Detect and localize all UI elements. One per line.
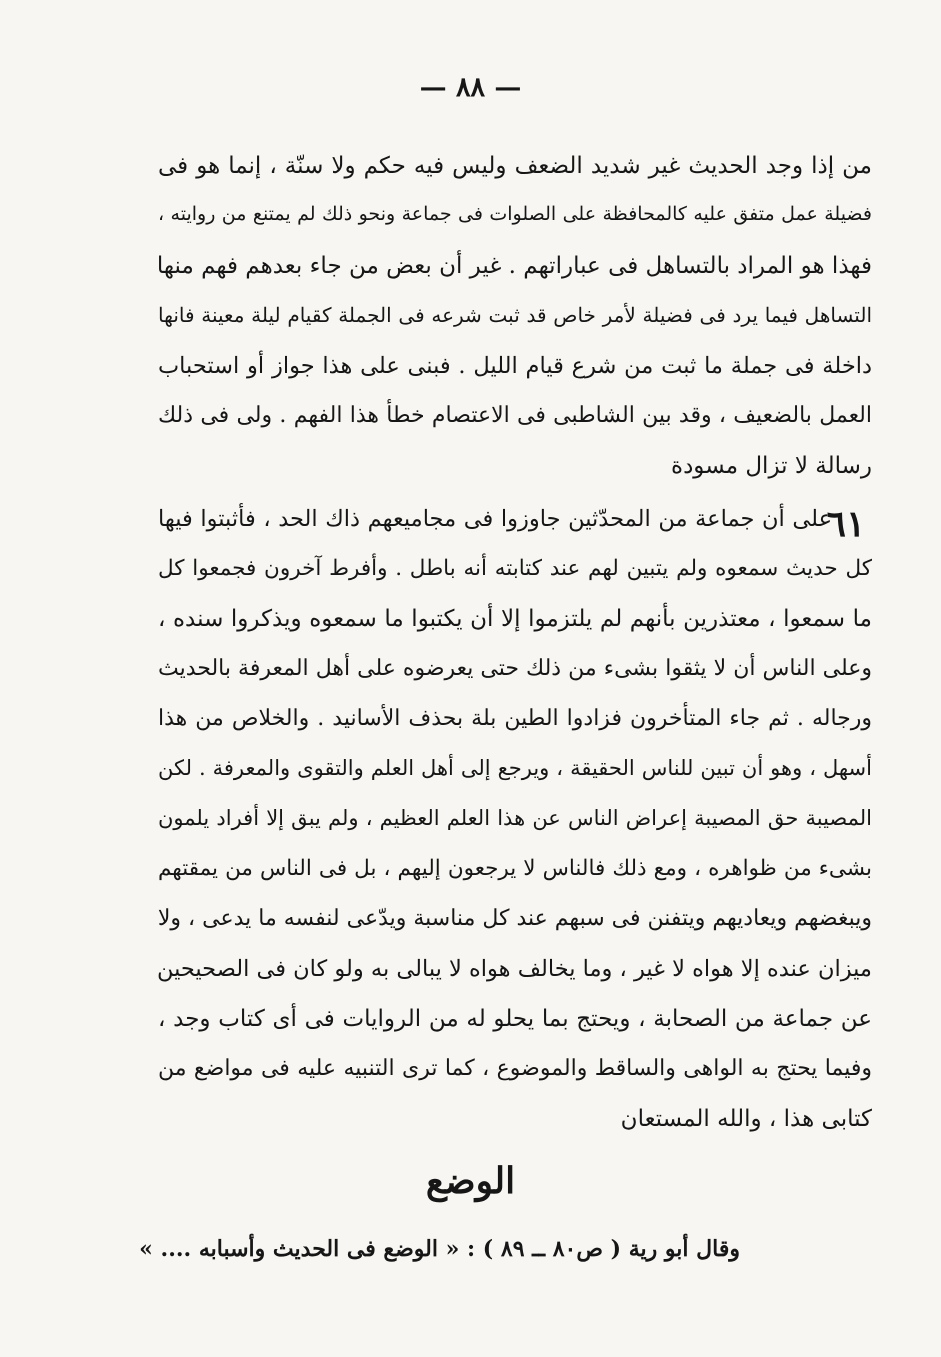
quote-line: وقال أبو رية ( ص٨٠ ــ ٨٩ ) : « الوضع فى الحديث وأسبابه .... » [139,1236,740,1262]
text-line: داخلة فى جملة ما ثبت من شرع قيام الليل . فبنى على هذا جواز أو استحباب [158,353,872,379]
text-line: التساهل فيما يرد فى فضيلة لأمر خاص قد ثبت شرعه فى الجملة كقيام ليلة معينة فانها [158,303,872,327]
text-line: بشىء من ظواهره ، ومع ذلك فالناس لا يرجعون إليهم ، بل فى الناس من يمقتهم [158,856,872,881]
text-line: أسهل ، وهو أن تبين للناس الحقيقة ، ويرجع إلى أهل العلم والتقوى والمعرفة . لكن [158,756,872,780]
text-line: فضيلة عمل متفق عليه كالمحافظة على الصلوات فى جماعة ونحو ذلك لم يمتنع من روايته ، [158,203,872,225]
text-line: وفيما يحتج به الواهى والساقط والموضوع ، كما ترى التنبيه عليه فى مواضع من [158,1056,873,1081]
text-line: ويبغضهم ويعاديهم ويتفنن فى سبهم عند كل مناسبة ويدّعى لنفسه ما يدعى ، ولا [157,906,872,931]
text-line: ميزان عنده إلا هواه لا غير ، وما يخالف هواه لا يبالى به ولو كان فى الصحيحين [156,956,872,982]
text-line: ورجاله . ثم جاء المتأخرون فزادوا الطين بلة بحذف الأسانيد . والخلاص من هذا [158,706,872,731]
marginal-number: ٦١ [826,503,866,545]
text-line: على أن جماعة من المحدّثين جاوزوا فى مجاميعهم ذاك الحد ، فأثبتوا فيها [158,506,832,532]
text-line: فهذا هو المراد بالتساهل فى عباراتهم . غير أن بعض من جاء بعدهم فهم منها [156,253,872,279]
text-line: عن جماعة من الصحابة ، ويحتج بما يحلو له من الروايات فى أى كتاب وجد ، [158,1006,872,1032]
text-line: من إذا وجد الحديث غير شديد الضعف وليس فيه حكم ولا سنّة ، إنما هو فى [158,153,872,179]
text-line: رسالة لا تزال مسودة [671,453,872,479]
text-line: المصيبة حق المصيبة إعراض الناس عن هذا العلم العظيم ، ولم يبق إلا أفراد يلمون [158,806,872,830]
text-line: كتابى هذا ، والله المستعان [620,1106,872,1132]
text-line: كل حديث سمعوه ولم يتبين لهم عند كتابته أنه باطل . وأفرط آخرون فجمعوا كل [158,556,872,581]
section-heading: الوضع [425,1160,516,1202]
page-number: — ٨٨ — [419,72,522,103]
text-line: ما سمعوا ، معتذرين بأنهم لم يلتزموا إلا أن يكتبوا ما سمعوه ويذكروا سنده ، [158,606,872,632]
text-line: العمل بالضعيف ، وقد بين الشاطبى فى الاعتصام خطأ هذا الفهم . ولى فى ذلك [158,403,872,428]
text-line: وعلى الناس أن لا يثقوا بشىء من ذلك حتى يعرضوه على أهل المعرفة بالحديث [158,656,872,681]
